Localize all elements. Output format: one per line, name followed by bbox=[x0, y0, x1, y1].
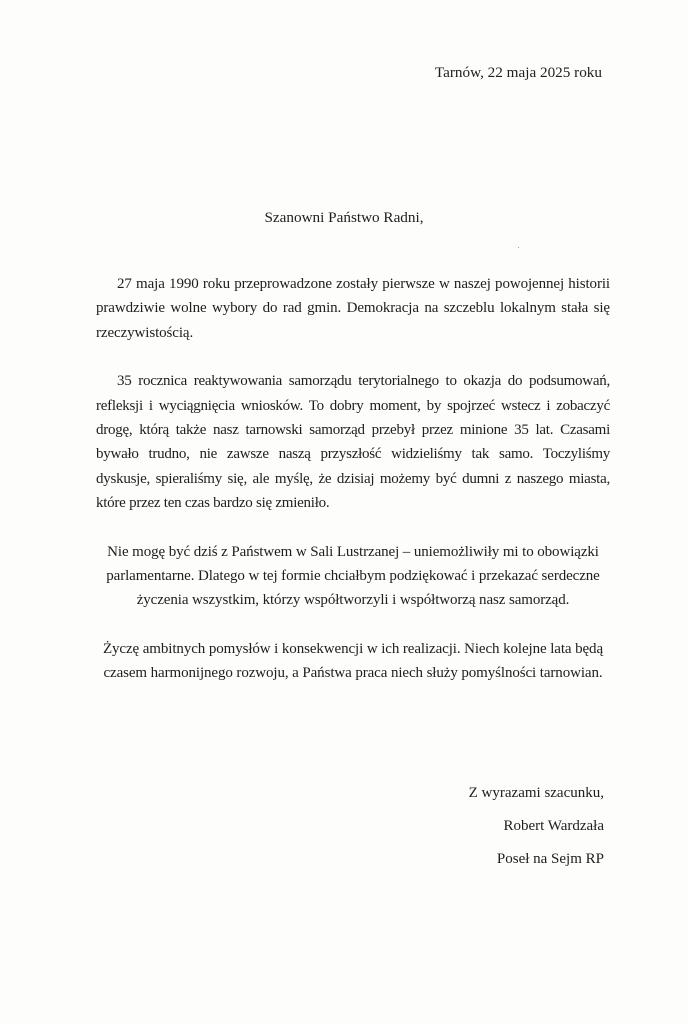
paragraph-1: 27 maja 1990 roku przeprowadzone zostały pierwsze w naszej powojennej historii prawdziwie wolne wybory do rad gmin. Demokracja na szczeblu lokalnym stała się rzeczywistością. bbox=[96, 276, 610, 341]
paragraph-2: 35 rocznica reaktywowania samorządu terytorialnego to okazja do podsumowań, refleksji i wyciągnięcia wniosków. To dobry moment, by spojrzeć wstecz i zobaczyć drogę, którą także nasz tarnowski samorząd przebył przez minione 35 lat. Czasami bywało trudno, nie zawsze naszą przyszłość widzieliśmy tak samo. Toczyliśmy dyskusje, spieraliśmy się, ale myślę, że dzisiaj możemy być dumni z naszego miasta, które przez ten czas bardzo się zmieniło. bbox=[96, 373, 610, 512]
date-line: Tarnów, 22 maja 2025 roku bbox=[434, 64, 602, 81]
letter-body bbox=[96, 272, 610, 710]
signer-title: Poseł na Sejm RP bbox=[496, 851, 604, 867]
closing-phrase: Z wyrazami szacunku, bbox=[468, 785, 604, 801]
closing-block bbox=[469, 777, 604, 876]
salutation: Szanowni Państwo Radni, bbox=[264, 209, 424, 226]
paper-speck bbox=[518, 247, 519, 248]
paragraph-3: Nie mogę być dziś z Państwem w Sali Lustrzanej – uniemożliwiły mi to obowiązki parlamentarne. Dlatego w tej formie chciałbym podziękować i przekazać serdeczne życzenia wszystkim, którzy współtworzyli i współtworzą nasz samorząd. bbox=[106, 543, 600, 609]
paragraph-4: Życzę ambitnych pomysłów i konsekwencji w ich realizacji. Niech kolejne lata będą czasem harmonijnego rozwoju, a Państwa praca niech służy pomyślności tarnowian. bbox=[102, 640, 604, 682]
signer-name: Robert Wardzała bbox=[503, 818, 604, 834]
